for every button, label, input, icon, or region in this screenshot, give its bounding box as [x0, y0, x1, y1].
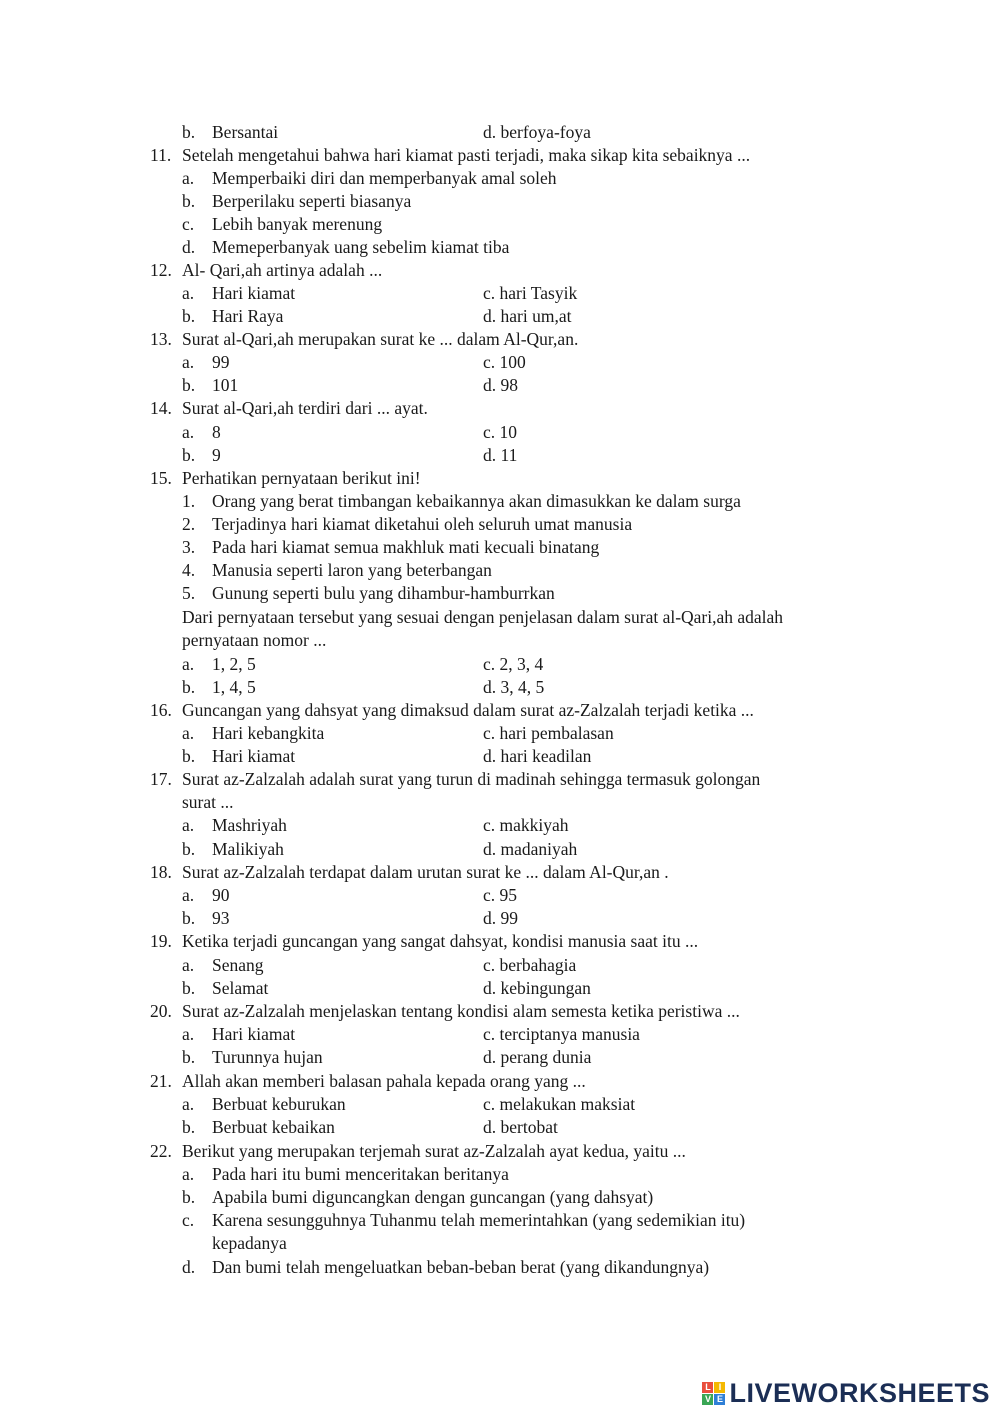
option-text: d. hari um,at [483, 306, 572, 326]
option-text: Hari kiamat [212, 1024, 296, 1044]
option-label: a. [182, 654, 195, 674]
question-text: Surat az-Zalzalah terdapat dalam urutan surat ke ... dalam Al-Qur,an . [182, 862, 669, 882]
question-number: 21. [150, 1071, 172, 1091]
statement-label: 4. [182, 560, 196, 580]
option-label: b. [182, 746, 196, 766]
option-text: Hari kiamat [212, 283, 296, 303]
option-label: b. [182, 1187, 196, 1207]
option-text: d. madaniyah [483, 839, 578, 859]
option-text: Memperbaiki diri dan memperbanyak amal soleh [212, 168, 557, 188]
option-label: b. [182, 839, 196, 859]
question-number: 11. [150, 145, 172, 165]
statement-label: 1. [182, 491, 196, 511]
option-text: Senang [212, 955, 264, 975]
option-label: a. [182, 885, 195, 905]
statement-text: Manusia seperti laron yang beterbangan [212, 560, 492, 580]
option-label: a. [182, 352, 195, 372]
option-text: 1, 2, 5 [212, 654, 256, 674]
option-label: a. [182, 723, 195, 743]
question-number: 20. [150, 1001, 172, 1021]
question-number: 19. [150, 931, 172, 951]
option-text: 99 [212, 352, 230, 372]
question-text: Ketika terjadi guncangan yang sangat dahsyat, kondisi manusia saat itu ... [182, 931, 699, 951]
question-number: 15. [150, 468, 172, 488]
question-text: pernyataan nomor ... [182, 630, 327, 650]
option-text: 93 [212, 908, 230, 928]
question-text: Allah akan memberi balasan pahala kepada orang yang ... [182, 1071, 586, 1091]
option-label: a. [182, 1164, 195, 1184]
option-text: c. 2, 3, 4 [483, 654, 544, 674]
question-number: 16. [150, 700, 172, 720]
option-text: Berperilaku seperti biasanya [212, 191, 412, 211]
option-text: Lebih banyak merenung [212, 214, 383, 234]
option-text: d. kebingungan [483, 978, 591, 998]
option-label: b. [182, 908, 196, 928]
option-label: b. [182, 445, 196, 465]
question-text: Berikut yang merupakan terjemah surat az-Zalzalah ayat kedua, yaitu ... [182, 1141, 686, 1161]
option-text: Berbuat keburukan [212, 1094, 346, 1114]
option-text: Dan bumi telah mengeluatkan beban-beban berat (yang dikandungnya) [212, 1257, 710, 1277]
question-number: 18. [150, 862, 172, 882]
option-text: Bersantai [212, 122, 279, 142]
option-label: a. [182, 168, 195, 188]
option-label: a. [182, 283, 195, 303]
option-label: a. [182, 422, 195, 442]
option-text: c. hari Tasyik [483, 283, 578, 303]
question-number: 14. [150, 398, 172, 418]
question-number: 13. [150, 329, 172, 349]
question-text: Surat al-Qari,ah terdiri dari ... ayat. [182, 398, 428, 418]
option-label: b. [182, 1047, 196, 1067]
statement-text: Orang yang berat timbangan kebaikannya akan dimasukkan ke dalam surga [212, 491, 741, 511]
option-text: c. makkiyah [483, 815, 569, 835]
statement-text: Pada hari kiamat semua makhluk mati kecuali binatang [212, 537, 600, 557]
option-text: Pada hari itu bumi menceritakan beritanya [212, 1164, 509, 1184]
option-label: b. [182, 191, 196, 211]
question-number: 22. [150, 1141, 172, 1161]
logo-text: LIVEWORKSHEETS [729, 1377, 990, 1408]
option-label: b. [182, 978, 196, 998]
statement-text: Terjadinya hari kiamat diketahui oleh seluruh umat manusia [212, 514, 633, 534]
option-label: c. [182, 214, 195, 234]
option-text: d. bertobat [483, 1117, 558, 1137]
option-label: d. [182, 1257, 196, 1277]
question-number: 17. [150, 769, 172, 789]
question-text: surat ... [182, 792, 234, 812]
option-text: d. 3, 4, 5 [483, 677, 545, 697]
statement-label: 5. [182, 583, 196, 603]
option-text: c. berbahagia [483, 955, 577, 975]
option-text: d. perang dunia [483, 1047, 592, 1067]
option-label: d. [182, 237, 196, 257]
option-text: c. 100 [483, 352, 526, 372]
question-text: Guncangan yang dahsyat yang dimaksud dalam surat az-Zalzalah terjadi ketika ... [182, 700, 754, 720]
logo-mark-letter: I [714, 1382, 725, 1393]
option-text: 1, 4, 5 [212, 677, 256, 697]
option-text: Hari kiamat [212, 746, 296, 766]
option-text: Mashriyah [212, 815, 287, 835]
option-text: 101 [212, 375, 239, 395]
option-text: c. 10 [483, 422, 518, 442]
option-text: d. 98 [483, 375, 518, 395]
option-text: Apabila bumi diguncangkan dengan guncangan (yang dahsyat) [212, 1187, 654, 1207]
logo-mark-letter: E [714, 1394, 725, 1405]
option-text: Selamat [212, 978, 269, 998]
option-text: d. berfoya-foya [483, 122, 591, 142]
question-text: Surat az-Zalzalah adalah surat yang turun di madinah sehingga termasuk golongan [182, 769, 761, 789]
option-label: c. [182, 1210, 195, 1230]
option-text: 90 [212, 885, 230, 905]
logo-mark-letter: V [702, 1394, 713, 1405]
option-text: Hari Raya [212, 306, 284, 326]
option-text: d. hari keadilan [483, 746, 592, 766]
option-text: Turunnya hujan [212, 1047, 323, 1067]
question-text: Perhatikan pernyataan berikut ini! [182, 468, 421, 488]
question-text: Al- Qari,ah artinya adalah ... [182, 260, 383, 280]
logo-mark-letter: L [702, 1382, 713, 1393]
liveworksheets-logo [702, 1376, 990, 1410]
option-text: d. 11 [483, 445, 518, 465]
option-label: a. [182, 955, 195, 975]
option-text: d. 99 [483, 908, 518, 928]
option-text: kepadanya [212, 1233, 287, 1253]
option-label: b. [182, 375, 196, 395]
option-text: c. melakukan maksiat [483, 1094, 636, 1114]
option-text: c. terciptanya manusia [483, 1024, 640, 1044]
option-text: Berbuat kebaikan [212, 1117, 335, 1137]
option-label: b. [182, 122, 196, 142]
option-text: Memeperbanyak uang sebelim kiamat tiba [212, 237, 510, 257]
option-text: c. 95 [483, 885, 518, 905]
option-label: b. [182, 1117, 196, 1137]
option-label: a. [182, 815, 195, 835]
option-text: Karena sesungguhnya Tuhanmu telah memerintahkan (yang sedemikian itu) [212, 1210, 746, 1230]
option-text: 8 [212, 422, 221, 442]
logo-mark-icon [702, 1382, 725, 1405]
option-text: Hari kebangkita [212, 723, 325, 743]
option-label: a. [182, 1094, 195, 1114]
question-text: Setelah mengetahui bahwa hari kiamat pasti terjadi, maka sikap kita sebaiknya ... [182, 145, 751, 165]
option-text: 9 [212, 445, 221, 465]
option-label: a. [182, 1024, 195, 1044]
question-text: Surat al-Qari,ah merupakan surat ke ... dalam Al-Qur,an. [182, 329, 579, 349]
option-text: c. hari pembalasan [483, 723, 614, 743]
statement-label: 3. [182, 537, 196, 557]
option-text: Malikiyah [212, 839, 284, 859]
option-label: b. [182, 677, 196, 697]
question-text: Surat az-Zalzalah menjelaskan tentang kondisi alam semesta ketika peristiwa ... [182, 1001, 740, 1021]
option-label: b. [182, 306, 196, 326]
question-number: 12. [150, 260, 172, 280]
statement-label: 2. [182, 514, 196, 534]
statement-text: Gunung seperti bulu yang dihambur-hamburrkan [212, 583, 555, 603]
question-text: Dari pernyataan tersebut yang sesuai dengan penjelasan dalam surat al-Qari,ah adalah [182, 607, 784, 627]
